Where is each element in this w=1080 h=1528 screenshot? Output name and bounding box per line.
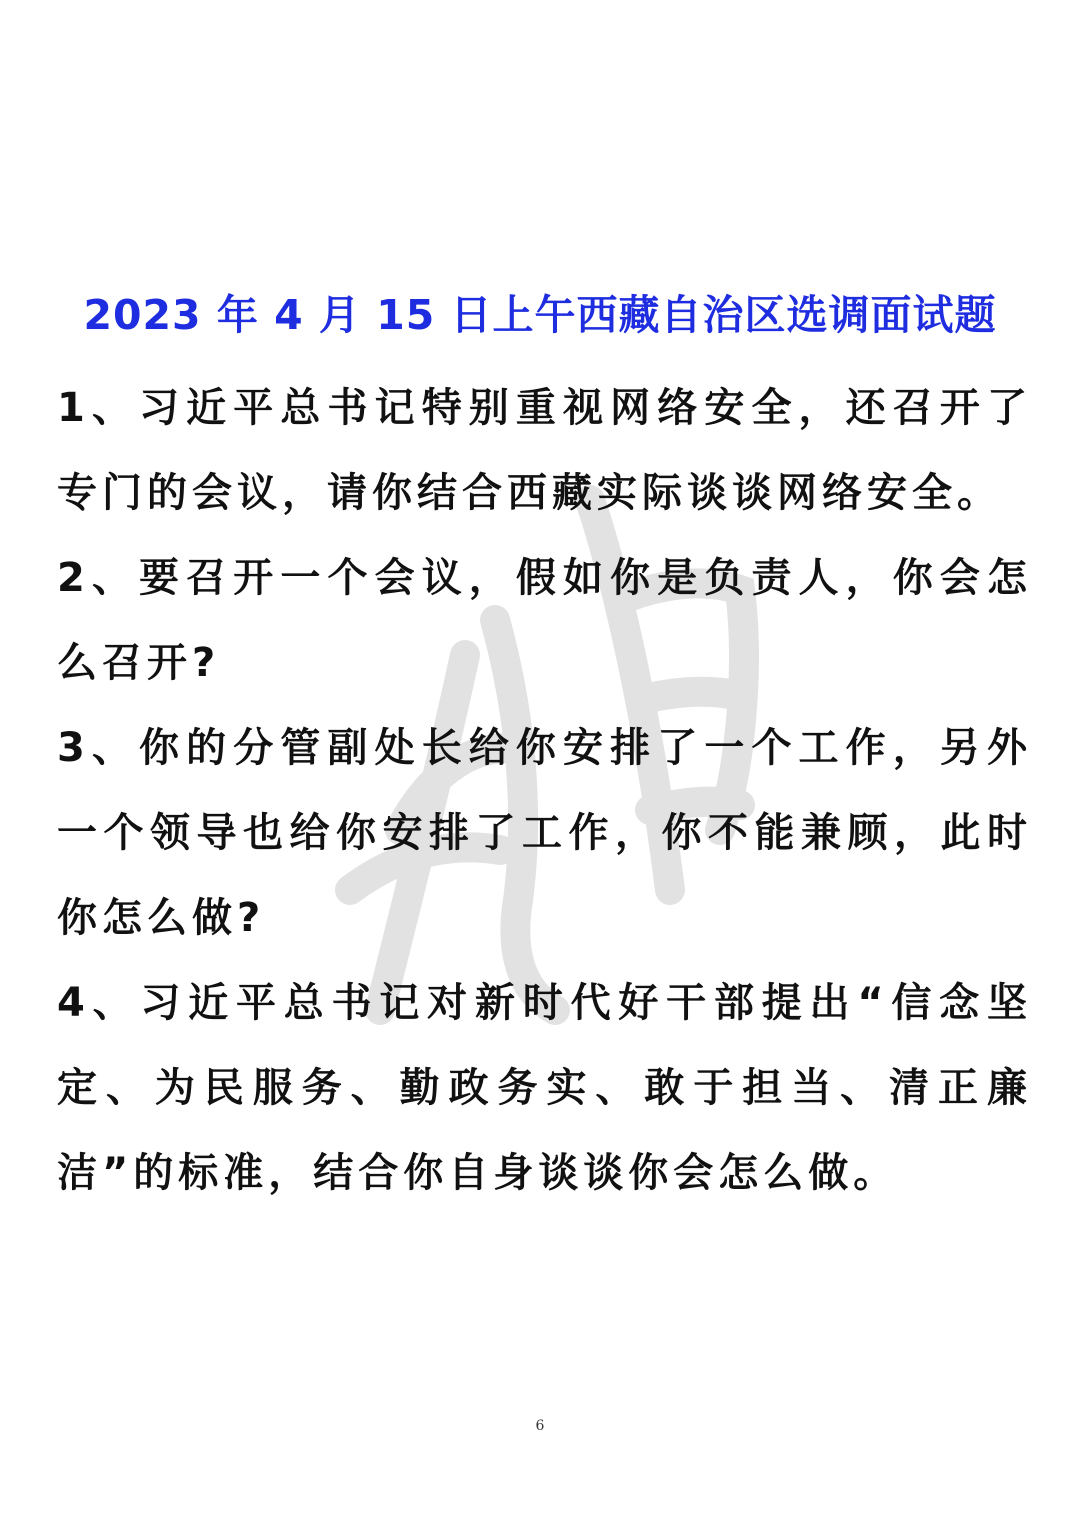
question-item: 1、习近平总书记特别重视网络安全，还召开了专门的会议，请你结合西藏实际谈谈网络安全。 [57, 385, 1032, 516]
page-number: 6 [535, 1418, 545, 1434]
question-item: 3、你的分管副处长给你安排了一个工作，另外一个领导也给你安排了工作，你不能兼顾，此时你怎么做? [57, 725, 1032, 941]
question-item: 2、要召开一个会议，假如你是负责人，你会怎么召开? [57, 555, 1032, 686]
page-title: 2023 年 4 月 15 日上午西藏自治区选调面试题 [83, 291, 997, 339]
question-item: 4、习近平总书记对新时代好干部提出“信念坚定、为民服务、勤政务实、敢于担当、清正廉洁”的标准，结合你自身谈谈你会怎么做。 [57, 980, 1032, 1196]
question-list [57, 366, 1032, 1216]
